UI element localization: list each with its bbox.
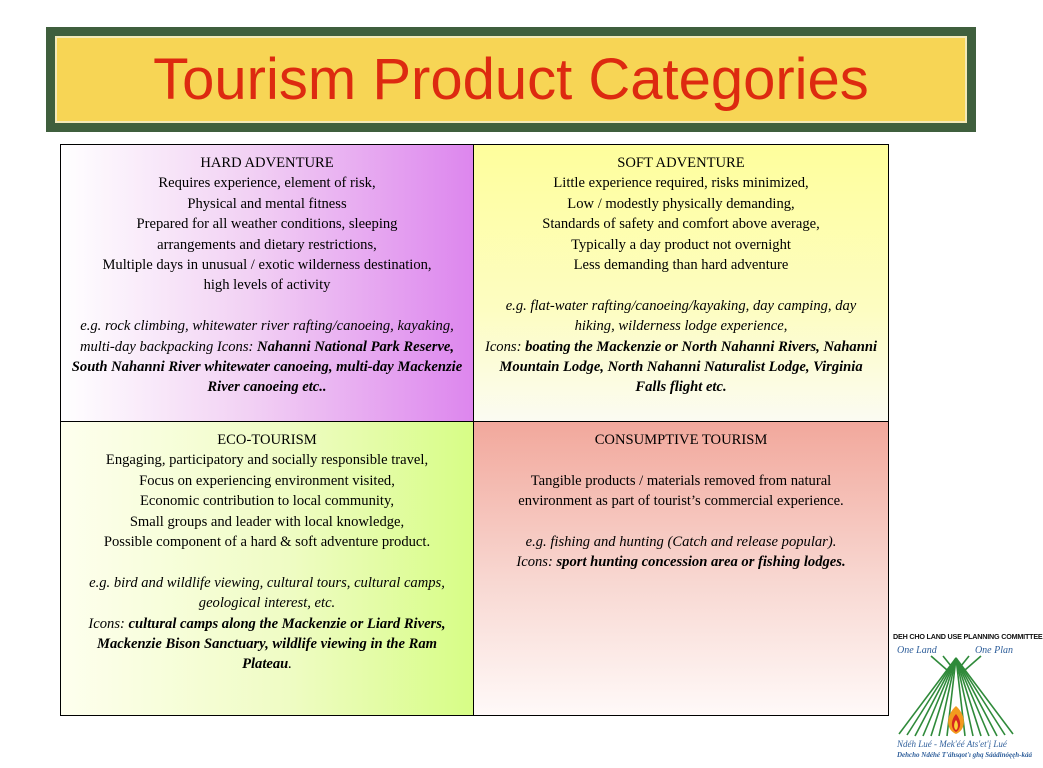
cell-line: Focus on experiencing environment visited, — [139, 472, 395, 489]
cell-line: Physical and mental fitness — [187, 195, 347, 212]
spacer — [484, 275, 878, 295]
categories-table — [60, 144, 889, 716]
cell-line: Low / modestly physically demanding, — [567, 195, 795, 212]
example-text: e.g. rock climbing, whitewater river rafting/canoeing, kayaking, multi-day backpacking Icons: — [79, 318, 454, 355]
cell-line: Possible component of a hard & soft adventure product. — [103, 534, 431, 551]
cell-example — [71, 316, 463, 398]
cell-line: high levels of activity — [203, 277, 331, 294]
cell-line: Multiple days in unusual / exotic wilderness destination, — [102, 257, 432, 274]
teepee-fire-icon — [893, 656, 1019, 738]
logo-motto-left: One Land — [897, 645, 937, 656]
cell-line: environment as part of tourist’s commercial experience. — [518, 493, 844, 510]
example-icons: cultural camps along the Mackenzie or Liard Rivers, Mackenzie Bison Sanctuary, wildlife viewing in the Ram Plateau — [96, 615, 446, 673]
cell-heading: CONSUMPTIVE TOURISM — [594, 432, 768, 448]
cell-example — [484, 532, 878, 573]
spacer — [71, 296, 463, 316]
logo-bottom-line2: Dehcho Ndéhé T'áhsąot'ı ghą Sáádinóęęh-káá — [897, 751, 1032, 759]
logo-bottom-line1: Ndéh Lué - Mek'éé Ats'et'į Lué — [897, 739, 1007, 749]
cell-line: Standards of safety and comfort above average, — [542, 216, 820, 233]
cell-heading: SOFT ADVENTURE — [617, 155, 745, 171]
cell-heading: ECO-TOURISM — [217, 432, 317, 448]
example-end: . — [288, 656, 292, 673]
cell-line: Requires experience, element of risk, — [158, 175, 376, 192]
icons-label: Icons: — [484, 338, 526, 355]
cell-line: Small groups and leader with local knowledge, — [129, 513, 405, 530]
title-frame — [46, 27, 976, 132]
cell-line: Little experience required, risks minimized, — [553, 175, 809, 192]
cell-eco-tourism — [61, 422, 474, 715]
cell-line: Engaging, participatory and socially responsible travel, — [105, 452, 429, 469]
cell-line: Tangible products / materials removed from natural — [530, 472, 832, 489]
cell-example — [484, 296, 878, 398]
cell-line: arrangements and dietary restrictions, — [157, 236, 377, 253]
logo-motto-right: One Plan — [974, 645, 1013, 656]
cell-example — [71, 573, 463, 675]
example-icons: Nahanni National Park Reserve, South Nahanni River whitewater canoeing, multi-day Mackenzie River canoeing etc.. — [71, 338, 463, 396]
example-text: e.g. fishing and hunting (Catch and release popular). — [525, 534, 837, 550]
cell-line: Prepared for all weather conditions, sleeping — [136, 216, 398, 233]
example-icons: sport hunting concession area or fishing lodges. — [556, 554, 846, 571]
logo-committee-name: DEH CHO LAND USE PLANNING COMMITTEE — [893, 632, 1043, 641]
cell-line: Less demanding than hard adventure — [573, 257, 789, 274]
title-box — [55, 36, 967, 123]
icons-label: Icons: — [516, 554, 557, 571]
cell-heading: HARD ADVENTURE — [200, 155, 334, 171]
spacer — [484, 450, 878, 470]
example-icons: boating the Mackenzie or North Nahanni Rivers, Nahanni Mountain Lodge, North Nahanni Naturalist Lodge, Virginia Falls flight etc. — [499, 338, 878, 396]
cell-soft-adventure — [474, 145, 888, 422]
example-text: e.g. flat-water rafting/canoeing/kayaking, day camping, day hiking, wilderness lodge experience, — [505, 297, 857, 335]
cell-line: Typically a day product not overnight — [571, 236, 791, 253]
committee-logo — [893, 632, 1043, 764]
icons-label: Icons: — [88, 615, 129, 632]
cell-line: Economic contribution to local community, — [140, 493, 394, 510]
cell-consumptive-tourism — [474, 422, 888, 715]
spacer — [71, 552, 463, 572]
example-text: e.g. bird and wildlife viewing, cultural tours, cultural camps, geological interest, etc. — [89, 574, 445, 612]
spacer — [484, 512, 878, 532]
slide-title: Tourism Product Categories — [153, 47, 869, 112]
cell-hard-adventure — [61, 145, 474, 422]
